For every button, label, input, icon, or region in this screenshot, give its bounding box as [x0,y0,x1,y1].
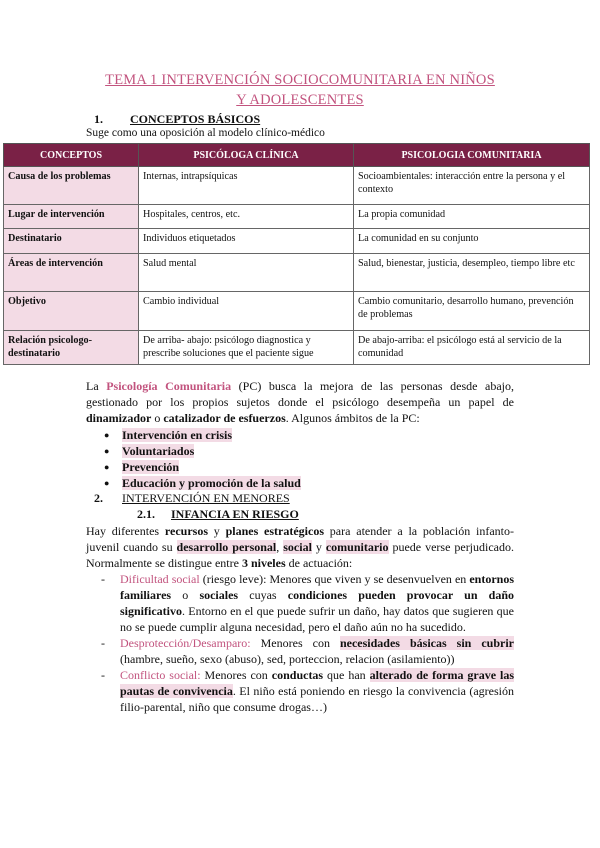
page-title-line-2: Y ADOLESCENTES [236,92,364,108]
table-row [4,205,590,229]
table-row [4,167,590,205]
table-row [4,229,590,254]
bold-term: recursos [164,524,208,538]
pc-areas-list [104,427,301,491]
table-cell: Cambio individual [139,292,354,331]
level-name: Desprotección/Desamparo: [120,636,251,650]
bold-term: alterado de forma grave las pautas de convivencia [120,668,514,698]
list-item-label: Voluntariados [122,444,195,458]
dash-marker: - [101,636,105,650]
subsection-2-1-title: INFANCIA EN RIESGO [171,507,299,521]
section-1-title: CONCEPTOS BÁSICOS [130,112,261,126]
table-header-cell: CONCEPTOS [4,144,139,167]
dash-marker: - [101,572,105,586]
list-item-label: Educación y promoción de la salud [122,476,301,490]
text-run: que han [323,668,370,682]
level-name: Conflicto social: [120,668,201,682]
table-cell: De abajo-arriba: el psicólogo está al servicio de la comunidad [354,331,590,365]
text-run: Menores con [250,636,340,650]
level-item [101,667,514,715]
text-run: Hay diferentes [86,524,165,538]
table-cell-concept: Relación psicologo-destinatario [4,331,139,365]
bold-term: catalizador de esfuerzos [163,411,286,425]
table-cell: Internas, intrapsíquicas [139,167,354,205]
pc-paragraph [86,378,514,426]
bold-term: dinamizador [86,411,152,425]
level-item [101,635,514,667]
text-run: La [86,379,107,393]
section-1-intro: Suge como una oposición al modelo clínico-médico [86,127,325,139]
bold-term: planes estratégicos [225,524,325,538]
text-run: puede verse perjudicado. Normalmente se distingue entre [86,540,515,570]
subsection-2-1-heading [137,507,299,522]
text-run: . Algunos ámbitos de la PC: [285,411,420,425]
table-cell-concept: Lugar de intervención [4,205,139,229]
text-run: . Entorno en el que puede sufrir un daño, hay datos que sugieren que no se puede cumplir alguna necesidad, pero el daño aún no ha sucedido. [120,604,514,634]
table-cell-concept: Áreas de intervención [4,254,139,292]
bold-term: desarrollo personal [176,540,277,554]
section-2-number: 2. [94,491,103,505]
table-cell-concept: Objetivo [4,292,139,331]
table-header-cell: PSICOLOGIA COMUNITARIA [354,144,590,167]
list-item [104,427,301,443]
level-item [101,571,514,635]
section-2-heading [94,491,290,506]
bold-term: comunitario [325,540,389,554]
table-cell: Socioambientales: interacción entre la persona y el contexto [354,167,590,205]
text-run: . El niño está poniendo en riesgo la convivencia (agresión filio-parental, niño que consume drogas…) [120,684,514,714]
bold-term: 3 niveles [241,556,286,570]
table-cell: Cambio comunitario, desarrollo humano, prevención de problemas [354,292,590,331]
table-cell: Salud, bienestar, justicia, desempleo, tiempo libre etc [354,254,590,292]
text-run: , [276,540,284,554]
bold-term: condiciones pueden provocar un daño significativo [120,588,515,618]
subsection-2-1-number: 2.1. [137,507,155,521]
text-run: y [311,540,326,554]
list-item-label: Prevención [122,460,180,474]
section-2-title: INTERVENCIÓN EN MENORES [122,491,290,505]
text-run: (PC) busca la mejora de las personas desde abajo, gestionado por los propios sujetos donde el psicólogo desempeña un papel de [86,379,515,409]
list-item [104,459,301,475]
section-1-heading [94,112,260,127]
page-title-line-1: TEMA 1 INTERVENCIÓN SOCIOCOMUNITARIA EN NIÑOS [105,72,495,88]
text-run: (hambre, sueño, sexo (abuso), sed, porteccion, relacion (asilamiento)) [120,652,455,666]
table-cell: Salud mental [139,254,354,292]
table-cell: La comunidad en su conjunto [354,229,590,254]
list-item [104,475,301,491]
table-cell: De arriba- abajo: psicólogo diagnostica y prescribe soluciones que el paciente sigue [139,331,354,365]
text-run: para atender a la población infanto-juvenil cuando su [86,524,514,554]
section-1-number: 1. [94,112,103,126]
text-run: o [151,411,164,425]
bold-term: sociales [199,588,239,602]
text-run: de actuación: [285,556,353,570]
dash-marker: - [101,668,105,682]
text-run: o [171,588,200,602]
bold-term: conductas [271,668,324,682]
comparison-table [3,143,590,365]
table-cell: Hospitales, centros, etc. [139,205,354,229]
table-cell-concept: Causa de los problemas [4,167,139,205]
bold-term: entornos familiares [120,572,515,602]
text-run: cuyas [238,588,288,602]
pc-term: Psicología Comunitaria [106,379,232,393]
text-run: y [208,524,226,538]
table-cell: La propia comunidad [354,205,590,229]
table-header-cell: PSICÓLOGA CLÍNICA [139,144,354,167]
bold-term: necesidades básicas sin cubrir [339,636,514,650]
bold-term: social [283,540,312,554]
risk-paragraph [86,523,514,571]
list-item-label: Intervención en crisis [122,428,232,442]
list-item [104,443,301,459]
table-row [4,292,590,331]
table-cell-concept: Destinatario [4,229,139,254]
table-header-row [4,144,590,167]
text-run: Menores con [200,668,272,682]
table-cell: Individuos etiquetados [139,229,354,254]
level-name: Dificultad social [120,572,200,586]
table-row [4,254,590,292]
text-run: (riesgo leve): Menores que viven y se desenvuelven en [199,572,470,586]
table-row [4,331,590,365]
